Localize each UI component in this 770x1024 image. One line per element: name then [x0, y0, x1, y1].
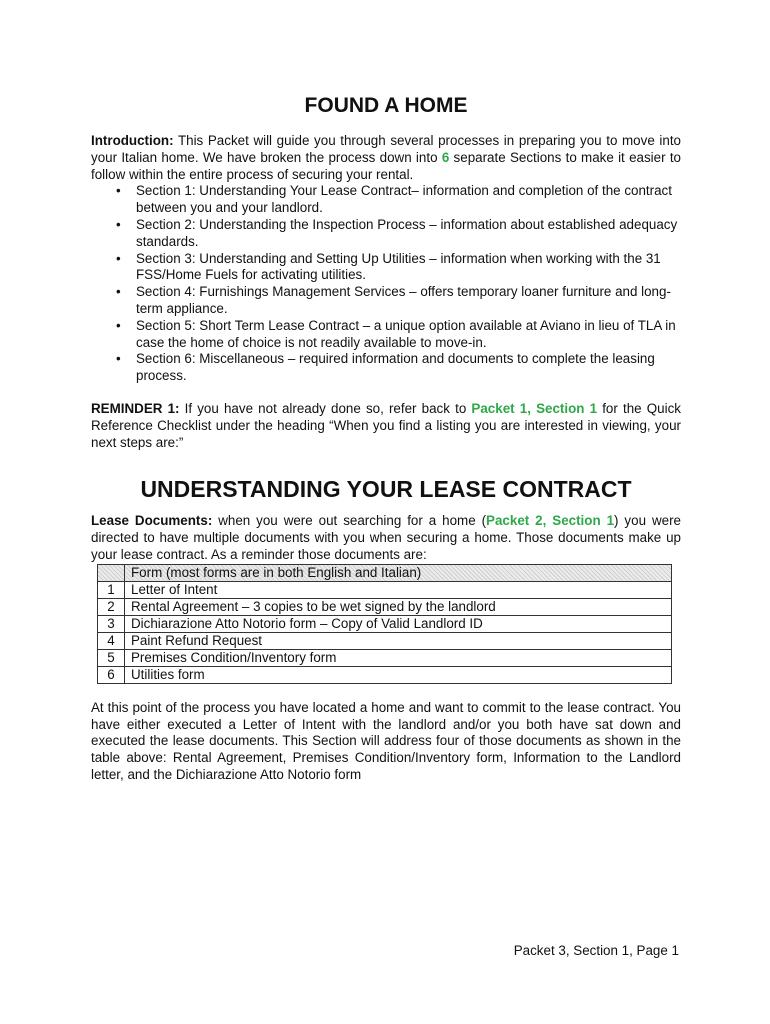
table-cell-num: 2 [98, 598, 125, 615]
intro-text-after: separate Sections to make it easier to follow within the entire process of securing your rental. [91, 149, 681, 182]
section-item-1: • Section 1: Understanding Your Lease Contract– information and completion of the contract between you and your landlord. [91, 183, 681, 217]
page-content [91, 93, 681, 784]
table-cell-form: Dichiarazione Atto Notorio form – Copy of Valid Landlord ID [125, 615, 672, 632]
page-title: FOUND A HOME [304, 94, 468, 117]
intro-highlight: 6 [441, 149, 450, 165]
sections-list [91, 183, 681, 385]
section-item-3: • Section 3: Understanding and Setting Up Utilities – information when working with the 31 FSS/Home Fuels for activating utilities. [91, 251, 681, 285]
table-cell-form: Utilities form [125, 666, 672, 683]
table-cell-form: Premises Condition/Inventory form [125, 649, 672, 666]
table-cell-num: 5 [98, 649, 125, 666]
table-cell-form: Rental Agreement – 3 copies to be wet signed by the landlord [125, 598, 672, 615]
reminder-text-before: If you have not already done so, refer back to [179, 400, 472, 416]
table-row [98, 632, 672, 649]
reminder-highlight: Packet 1, Section 1 [471, 400, 598, 416]
section-item-5: • Section 5: Short Term Lease Contract – a unique option available at Aviano in lieu of TLA in case the home of choice is not readily available to move-in. [91, 318, 681, 352]
lease-docs-text-before: when you were out searching for a home ( [212, 513, 487, 529]
lease-docs-text-after: ) you were directed to have multiple documents with you when securing a home. Those documents make up your lease contract. As a reminder those documents are: [91, 513, 681, 562]
table-cell-num: 6 [98, 666, 125, 683]
intro-label: Introduction: [91, 133, 174, 148]
reminder-text-after: for the Quick Reference Checklist under the heading “When you find a listing you are interested in viewing, your next steps are:” [91, 400, 681, 450]
section-item-4: • Section 4: Furnishings Management Services – offers temporary loaner furniture and long-term appliance. [91, 284, 681, 318]
table-cell-num: 1 [98, 581, 125, 598]
table-row [98, 581, 672, 598]
section-heading: UNDERSTANDING YOUR LEASE CONTRACT [140, 476, 632, 503]
intro-paragraph [91, 133, 681, 183]
lease-docs-paragraph [91, 513, 681, 563]
table-row [98, 615, 672, 632]
table-row [98, 666, 672, 683]
section-item-2: • Section 2: Understanding the Inspection Process – information about established adequacy standards. [91, 217, 681, 251]
table-row [98, 598, 672, 615]
table-header-row [98, 564, 672, 581]
table-cell-form: Letter of Intent [125, 581, 672, 598]
table-header-num [98, 564, 125, 581]
section-item-6: • Section 6: Miscellaneous – required information and documents to complete the leasing process. [91, 351, 681, 385]
intro-text-before: This Packet will guide you through several processes in preparing you to move into your Italian home. We have broken the process down into [91, 133, 681, 165]
table-cell-num: 4 [98, 632, 125, 649]
lease-docs-label: Lease Documents: [91, 513, 213, 529]
reminder-paragraph [91, 401, 681, 451]
table-header-form: Form (most forms are in both English and Italian) [125, 564, 672, 581]
reminder-label: REMINDER 1: [91, 400, 180, 416]
table-cell-form: Paint Refund Request [125, 632, 672, 649]
table-row [98, 649, 672, 666]
table-cell-num: 3 [98, 615, 125, 632]
page-footer: Packet 3, Section 1, Page 1 [513, 943, 679, 958]
forms-table [97, 564, 672, 684]
closing-paragraph: At this point of the process you have located a home and want to commit to the lease contract. You have either executed a Letter of Intent with the landlord and/or you both have sat down and executed the lease documents. This Section will address four of those documents as shown in the table above: Rental Agreement, Premises Condition/Inventory form, Information to the Landlord letter, and the Dichiarazione Atto Notorio form [91, 699, 681, 782]
lease-docs-highlight: Packet 2, Section 1 [486, 513, 615, 529]
